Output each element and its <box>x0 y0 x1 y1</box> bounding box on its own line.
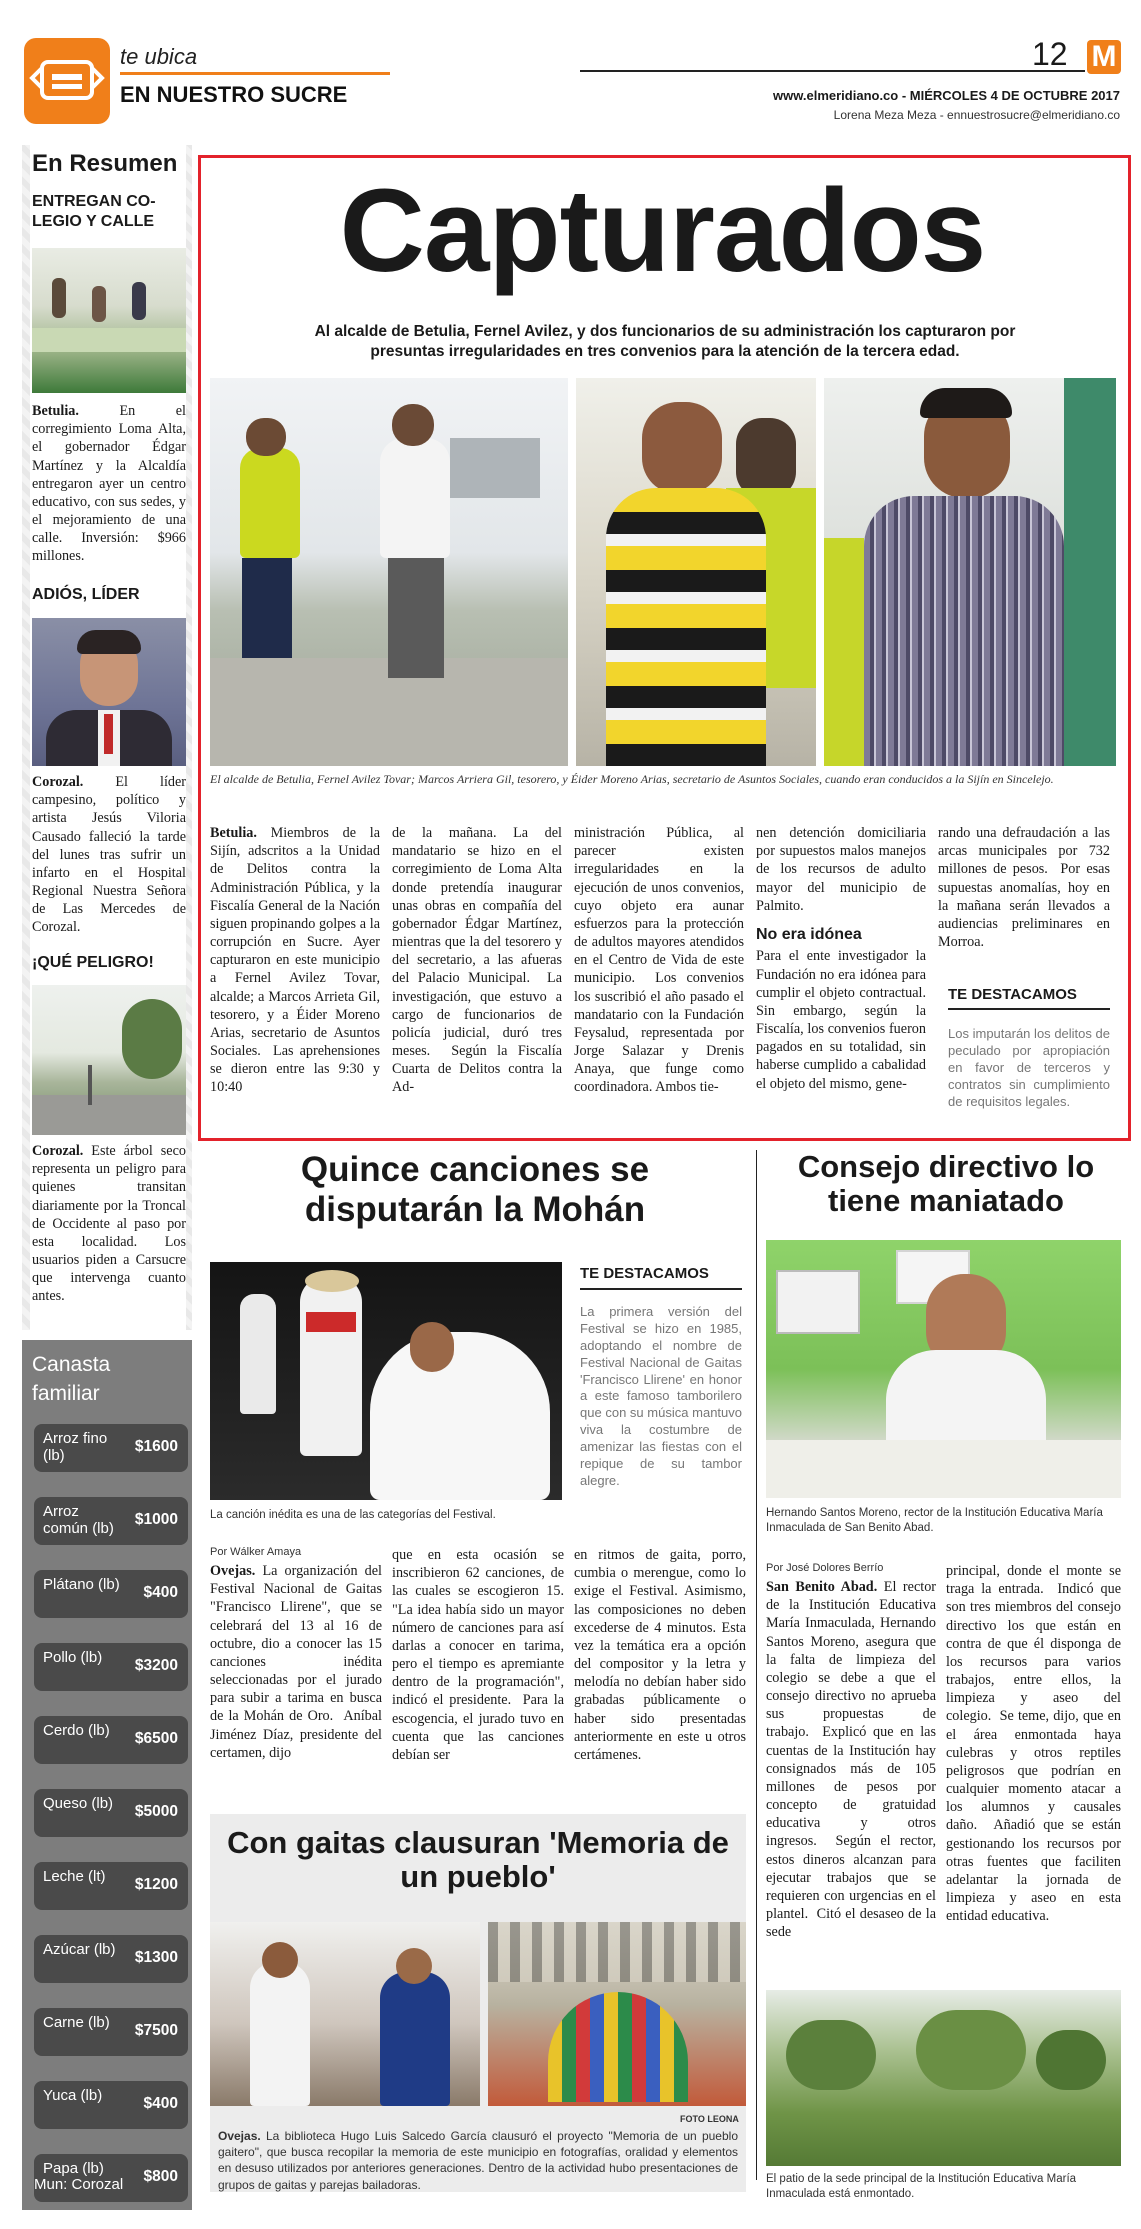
gaitas-headline: Con gaitas clausuran 'Memoria de un pueblo' <box>227 1825 729 1895</box>
mohan-col-2 <box>392 1546 564 1764</box>
consejo-byline: Por José Dolores Berrío <box>766 1562 884 1574</box>
main-col-text: Miembros de la Sijín, adscritos a la Unidad de Delitos contra la Administración Pública, y la Fiscalía General de la Nación siguen propinando golpes a la corrupción en Sucre. Ayer capturaron en este municipio a Fernel Avilez Tovar, alcalde; a Marcos Arrieta Gil, tesorero, y a Éider Moreno Arias, secretario de Asuntos Sociales. Las aprehensiones se dieron entre las 9:30 y 10:40 <box>210 825 380 1096</box>
price-row <box>34 1862 188 1910</box>
main-photo-mayor <box>210 378 568 766</box>
gaitas-photo-2 <box>488 1922 746 2106</box>
price-label: Plátano (lb) <box>43 1576 120 1593</box>
consejo-photo-patio <box>766 1990 1121 2166</box>
price-value: $1200 <box>134 1876 178 1893</box>
consejo-lead: San Benito Abad. <box>766 1579 878 1595</box>
gaitas-body: La biblioteca Hugo Luis Salcedo García clausuró el proyecto "Memoria de un pueblo gaitero", que busca recopilar la memoria de este municipio en fotografías, oralidad y elementos en desuso utilizados por anteriores generaciones. Dentro de la actividad hubo presentaciones de grupos de gaitas y parejas bailadoras. <box>218 2129 738 2192</box>
consejo-col-2 <box>946 1562 1121 1925</box>
price-label: Carne (lb) <box>43 2014 110 2031</box>
brief-photo-school <box>32 248 186 393</box>
brief-photo-leader <box>32 618 186 766</box>
canasta-title: Canasta familiar <box>32 1353 111 1406</box>
column-divider <box>756 1150 757 2180</box>
brief-lead: Betulia. <box>32 403 79 419</box>
brand-letter: M <box>1091 40 1117 73</box>
price-label: Yuca (lb) <box>43 2087 103 2104</box>
price-label: Cerdo (lb) <box>43 1722 110 1739</box>
consejo-headline: Consejo directivo lo tiene maniatado <box>797 1149 1095 1219</box>
price-label: Papa (lb) <box>43 2160 104 2177</box>
price-label: Leche (lt) <box>43 1868 106 1885</box>
price-row <box>34 1716 188 1764</box>
main-lead: Betulia. <box>210 825 257 841</box>
consejo-photo-rector <box>766 1240 1121 1498</box>
price-row <box>34 1643 188 1691</box>
brief-body: Este árbol seco representa un peligro para quienes transitan diariamente por la Troncal de Occidente al paso por esta localidad. Los usuarios piden a Carsucre que intervenga cuanto antes. <box>32 1143 186 1305</box>
price-value: $6500 <box>134 1730 178 1747</box>
consejo-col-text: principal, donde el monte se traga la entrada. Indicó que son tres miembros del consejo directivo los que están en contra de que él disponga de los recursos para varios trabajos, entre ellos, la limpieza y aseo del colegio. Se teme, dijo, que en el área enmontada haya culebras y otros reptiles peligrosos que podrían en cualquier momento atacar a los alumnos y causales daño. Añadió que se están gestionando los recursos por otras fuentes que faciliten adelantar la jornada de limpieza y aseo en esta entidad educativa. <box>946 1563 1121 1925</box>
canasta-municipality: Mun: Corozal <box>34 2176 124 2193</box>
section-tagline: te ubica <box>120 44 198 69</box>
price-row <box>34 1570 188 1618</box>
main-photo-caption: El alcalde de Betulia, Fernel Avilez Tovar; Marcos Arriera Gil, tesorero, y Éider Moreno Arias, secretario de Asuntos Sociales, cuando eran conducidos a la Sijín en Sincelejo. <box>210 772 1054 786</box>
mohan-col-3 <box>574 1546 746 1764</box>
main-col-5 <box>938 824 1110 951</box>
main-col-text: Para el ente investigador la Fundación no era idónea para cumplir el objeto contractual. Sin embargo, según la Fiscalía, los convenios fueron pagados en su totalidad, sin haberse cumplido a cabalidad el objeto del mismo, gene- <box>756 948 926 1092</box>
main-col-2 <box>392 824 562 1097</box>
main-deck: Al alcalde de Betulia, Fernel Avilez, y dos funcionarios de su administración los capturaron por presuntas irregularidades en tres convenios para la atención de la tercera edad. <box>314 323 1016 361</box>
price-value: $800 <box>143 2168 178 2185</box>
mohan-destacamos-text: La primera versión del Festival se hizo en 1985, adoptando el nombre de Festival Nacional de Gaitas 'Francisco Llirene' en honor a este famoso tamborilero que con su música mantuvo viva la costumbre de amenizar las fiestas con el repique de su tambor alegre. <box>580 1304 742 1488</box>
price-label: Arroz común (lb) <box>43 1503 114 1538</box>
consejo-bottom-caption: El patio de la sede principal de la Institución Educativa María Inmaculada está enmontado. <box>766 2173 1077 2200</box>
price-row <box>34 1789 188 1837</box>
price-label: Arroz fino (lb) <box>43 1430 108 1465</box>
page-number: 12 <box>1032 36 1068 72</box>
price-value: $3200 <box>134 1657 178 1674</box>
price-value: $5000 <box>134 1803 178 1820</box>
section-logo-icon <box>24 38 110 124</box>
mohan-caption: La canción inédita es una de las categorías del Festival. <box>210 1509 496 1521</box>
price-row <box>34 1497 188 1545</box>
consejo-col-text: El rector de la Institución Educativa María Inmaculada, Hernando Santos Moreno, asegura que la falta de limpieza del colegio se debe a que el consejo directivo no aprueba sus propuestas de trabajo. Explicó que en las cuentas de la Institución hay consignados más de 105 millones de pesos por concepto de gratuidad educativa y otros ingresos. Según el rector, estos dineros alcanzan para ejecutar trabajos que se requieren con urgencias en el plantel. Citó el desaseo de la sede <box>766 1579 937 1941</box>
brief-text <box>32 1142 186 1306</box>
main-photo-secretary <box>824 378 1116 766</box>
mohan-headline: Quince canciones se disputarán la Mohán <box>300 1150 650 1230</box>
price-value: $1000 <box>134 1511 178 1528</box>
gaitas-photo-1 <box>210 1922 480 2106</box>
main-col-1 <box>210 824 380 1097</box>
brief-text <box>32 402 186 566</box>
gaitas-lead: Ovejas. <box>218 2129 261 2143</box>
main-destacamos-rule <box>948 1008 1110 1010</box>
brief-body: En el corregimiento Loma Alta, el gobernador Édgar Martínez y la Alcaldía entregaron ayer un centro educativo, con sus sedes, y el mejoramiento de una calle. Inversión: $966 millones. <box>32 403 186 565</box>
mohan-col-text: La organización del Festival Nacional de Gaitas "Francisco Llirene", que se celebrará del 13 al 16 de octubre, dio a conocer las 15 canciones inédita seleccionadas por el jurado para subir a tarima en busca de la Mohán de Oro. Aníbal Jiménez Díaz, presidente del certamen, dijo <box>210 1563 382 1761</box>
price-label: Pollo (lb) <box>43 1649 103 1666</box>
price-label: Azúcar (lb) <box>43 1941 116 1958</box>
main-subhead: No era idónea <box>756 925 862 943</box>
mohan-col-text: en ritmos de gaita, porro, cumbia o merengue, como lo exige el Festival. Asimismo, las composiciones no deben excederse de 4 minutos. Esta vez la temática era a opción del compositor y la letra y melodía no debían haber sido grabadas públicamente o haber sido presentadas anteriormente en este u otros certámenes. <box>574 1547 746 1763</box>
consejo-caption: Hernando Santos Moreno, rector de la Institución Educativa María Inmaculada de San Benito Abad. <box>766 1507 1103 1534</box>
mohan-destacamos-title: TE DESTACAMOS <box>580 1265 709 1282</box>
brief-title: ADIÓS, LÍDER <box>32 586 140 603</box>
main-col-3 <box>574 824 744 1097</box>
main-destacamos-text: Los imputarán los delitos de peculado por apropiación en favor de terceros y contratos sin cumplimiento de requisitos legales. <box>948 1026 1110 1109</box>
mohan-lead: Ovejas. <box>210 1563 256 1579</box>
mohan-col-1 <box>210 1562 382 1762</box>
main-col-4 <box>756 824 926 1093</box>
author-line: Lorena Meza Meza - ennuestrosucre@elmeridiano.co <box>833 108 1120 122</box>
sidebar-heading: En Resumen <box>32 150 178 177</box>
price-row <box>34 1935 188 1983</box>
site-date: www.elmeridiano.co - MIÉRCOLES 4 DE OCTUBRE 2017 <box>773 88 1120 103</box>
price-value: $400 <box>143 1584 178 1601</box>
brand-badge <box>1087 40 1121 74</box>
price-row <box>34 2008 188 2056</box>
mohan-byline: Por Wálker Amaya <box>210 1546 302 1558</box>
consejo-col-1 <box>766 1578 936 1941</box>
brief-text <box>32 773 186 937</box>
price-row <box>34 1424 188 1472</box>
mohan-destacamos-rule <box>580 1288 742 1290</box>
gaitas-photo-credit: FOTO LEONA <box>680 2114 739 2124</box>
price-label: Queso (lb) <box>43 1795 114 1812</box>
price-value: $7500 <box>134 2022 178 2039</box>
section-logo <box>24 38 110 124</box>
section-rule <box>120 72 390 75</box>
main-col-text: rando una defraudación a las arcas municipales por 732 millones de pesos. Por esas supuestas anomalías, hoy en la mañana serán llevados a audiencias preliminares en Morroa. <box>938 825 1110 951</box>
main-col-text: ministración Pública, al parecer existen irregularidades en la ejecución de unos convenios, cuyo objeto era aunar esfuerzos para la protección de adultos mayores atendidos en el Centro de Vida de este municipio. Los convenios los suscribió el año pasado el mandatario con la Fundación Feysalud, representada por Jorge Salazar y Drenis Anaya, que funge como coordinadora. Ambos tie- <box>574 825 744 1096</box>
price-value: $400 <box>143 2095 178 2112</box>
price-value: $1600 <box>134 1438 178 1455</box>
main-col-text: nen detención domiciliaria por supuestos malos manejos de los recursos de adulto mayor del municipio de Palmito. <box>756 825 926 914</box>
header-rule <box>580 70 1085 72</box>
main-destacamos-title: TE DESTACAMOS <box>948 986 1077 1003</box>
brief-photo-tree <box>32 985 186 1135</box>
brief-title: ENTREGAN CO-LEGIO Y CALLE <box>32 193 156 230</box>
price-value: $1300 <box>134 1949 178 1966</box>
brief-lead: Corozal. <box>32 774 84 790</box>
main-col-text: de la mañana. La del mandatario se hizo en el corregimiento de Loma Alta donde pretendía inaugurar unas obras en compañía del gobernador Édgar Martínez, mientras que la del tesorero y del secretario, a las afueras del Palacio Municipal. La investigación, que estuvo a cargo de funcionarios de policía judicial, duró tres meses. Según la Fiscalía Cuarta de Delitos contra la Ad- <box>392 825 562 1096</box>
section-name: EN NUESTRO SUCRE <box>120 82 348 107</box>
gaitas-text <box>218 2128 738 2193</box>
price-row <box>34 2081 188 2129</box>
brief-lead: Corozal. <box>32 1143 84 1159</box>
mohan-col-text: que en esta ocasión se inscribieron 62 canciones, de las cuales se escogieron 15. "La idea había sido un mayor número de canciones para así darlas a conocer en tarima, pero el tiempo es apremiante dentro de la programación", indicó el presidente. Para la escogencia, el jurado tuvo en cuenta que las canciones debían ser <box>392 1547 564 1763</box>
mohan-photo <box>210 1262 562 1500</box>
brief-body: El líder campesino, político y artista Jesús Viloria Causado falleció la tarde del lunes tras sufrir un infarto en el Hospital Regional Nuestra Señora de Las Mercedes de Corozal. <box>32 774 186 936</box>
brief-title: ¡QUÉ PELIGRO! <box>32 954 154 971</box>
main-headline: Capturados <box>339 165 986 297</box>
main-photo-treasurer <box>576 378 816 766</box>
